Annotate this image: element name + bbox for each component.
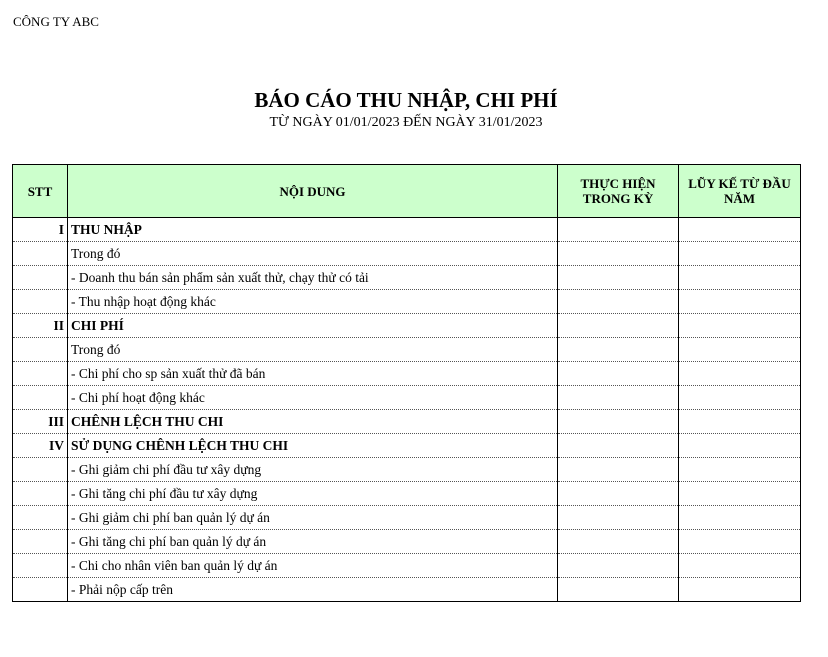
row-accumulated-value: [679, 482, 801, 506]
table-row: [13, 458, 801, 482]
row-content: THU NHẬP: [68, 218, 558, 242]
table-row: [13, 554, 801, 578]
row-content: CHÊNH LỆCH THU CHI: [68, 410, 558, 434]
row-content: - Phải nộp cấp trên: [68, 578, 558, 602]
row-actual-value: [558, 434, 679, 458]
row-stt: [13, 338, 68, 362]
table-row: [13, 410, 801, 434]
table-row: [13, 386, 801, 410]
row-accumulated-value: [679, 338, 801, 362]
row-actual-value: [558, 506, 679, 530]
row-accumulated-value: [679, 530, 801, 554]
table-row: [13, 434, 801, 458]
table-row: [13, 506, 801, 530]
row-actual-value: [558, 410, 679, 434]
row-actual-value: [558, 266, 679, 290]
table-row: [13, 314, 801, 338]
row-stt: [13, 482, 68, 506]
row-accumulated-value: [679, 386, 801, 410]
row-actual-value: [558, 338, 679, 362]
table-row: [13, 482, 801, 506]
row-stt: [13, 266, 68, 290]
row-actual-value: [558, 458, 679, 482]
row-actual-value: [558, 218, 679, 242]
row-accumulated-value: [679, 362, 801, 386]
row-actual-value: [558, 242, 679, 266]
income-expense-table: [12, 164, 801, 602]
row-stt: III: [13, 410, 68, 434]
row-actual-value: [558, 314, 679, 338]
table-row: [13, 266, 801, 290]
report-period: TỪ NGÀY 01/01/2023 ĐẾN NGÀY 31/01/2023: [269, 115, 543, 130]
row-content: - Ghi tăng chi phí ban quản lý dự án: [68, 530, 558, 554]
row-accumulated-value: [679, 410, 801, 434]
column-header-accumulated: LŨY KẾ TỪ ĐẦU NĂM: [679, 165, 801, 218]
row-actual-value: [558, 362, 679, 386]
column-header-actual: THỰC HIỆN TRONG KỲ: [558, 165, 679, 218]
column-header-content: NỘI DUNG: [68, 165, 558, 218]
row-accumulated-value: [679, 578, 801, 602]
row-content: Trong đó: [68, 242, 558, 266]
table-header-row: [13, 165, 801, 218]
row-stt: [13, 578, 68, 602]
row-content: - Ghi tăng chi phí đầu tư xây dựng: [68, 482, 558, 506]
column-header-stt: STT: [13, 165, 68, 218]
row-accumulated-value: [679, 554, 801, 578]
row-stt: [13, 554, 68, 578]
row-content: - Chi phí hoạt động khác: [68, 386, 558, 410]
row-accumulated-value: [679, 218, 801, 242]
row-stt: [13, 506, 68, 530]
row-actual-value: [558, 578, 679, 602]
table-row: [13, 338, 801, 362]
row-stt: [13, 530, 68, 554]
row-content: - Ghi giảm chi phí đầu tư xây dựng: [68, 458, 558, 482]
row-content: SỬ DỤNG CHÊNH LỆCH THU CHI: [68, 434, 558, 458]
row-stt: [13, 362, 68, 386]
row-accumulated-value: [679, 506, 801, 530]
row-content: - Ghi giảm chi phí ban quản lý dự án: [68, 506, 558, 530]
row-accumulated-value: [679, 434, 801, 458]
table-row: [13, 362, 801, 386]
row-actual-value: [558, 482, 679, 506]
table-body: [13, 218, 801, 602]
row-stt: [13, 242, 68, 266]
row-accumulated-value: [679, 242, 801, 266]
row-stt: [13, 458, 68, 482]
table-row: [13, 578, 801, 602]
report-title: BÁO CÁO THU NHẬP, CHI PHÍ: [254, 88, 558, 112]
row-content: - Thu nhập hoạt động khác: [68, 290, 558, 314]
table-row: [13, 242, 801, 266]
row-stt: [13, 386, 68, 410]
company-name: CÔNG TY ABC: [13, 14, 99, 29]
row-accumulated-value: [679, 314, 801, 338]
row-stt: I: [13, 218, 68, 242]
row-stt: IV: [13, 434, 68, 458]
row-accumulated-value: [679, 290, 801, 314]
row-stt: II: [13, 314, 68, 338]
row-stt: [13, 290, 68, 314]
row-content: - Chi cho nhân viên ban quản lý dự án: [68, 554, 558, 578]
row-accumulated-value: [679, 458, 801, 482]
row-actual-value: [558, 530, 679, 554]
table-row: [13, 530, 801, 554]
table-row: [13, 290, 801, 314]
row-actual-value: [558, 290, 679, 314]
row-content: - Doanh thu bán sản phẩm sản xuất thử, chạy thử có tải: [68, 266, 558, 290]
row-content: CHI PHÍ: [68, 314, 558, 338]
row-actual-value: [558, 554, 679, 578]
table-row: [13, 218, 801, 242]
row-content: Trong đó: [68, 338, 558, 362]
row-actual-value: [558, 386, 679, 410]
row-content: - Chi phí cho sp sản xuất thử đã bán: [68, 362, 558, 386]
row-accumulated-value: [679, 266, 801, 290]
